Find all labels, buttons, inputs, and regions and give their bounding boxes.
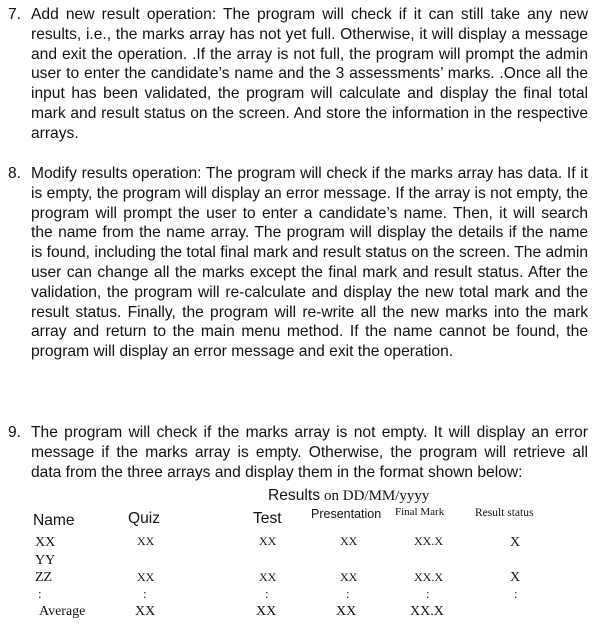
row-name: : <box>38 586 42 601</box>
header-test: Test <box>253 510 282 527</box>
row-test: XX <box>259 534 277 548</box>
row-test: XX <box>259 570 277 584</box>
row-final-mark: XX.X <box>414 534 443 548</box>
row-quiz: XX <box>137 534 155 548</box>
row-result-status: : <box>514 586 518 601</box>
row-name: YY <box>35 553 56 568</box>
report-title-date: on DD/MM/yyyy <box>324 488 430 504</box>
item-text: The program will check if the marks array is not empty. It will display an error message if the marks array is empty. Otherwise, the program will retrieve all data from the three arrays and display them in the format shown below: <box>31 424 588 481</box>
row-test: XX <box>256 604 277 619</box>
item-text: Add new result operation: The program will check if it can still take any new results, i.e., the marks array has not yet full. Otherwise, it will display a message and exit the operation. .If the array is not full, the program will prompt the admin user to enter the candidate’s name and the 3 assessments’ marks. .Once all the input has been validated, the program will calculate and display the final total mark and result status on the screen. And store the information in the respective arrays. <box>31 6 588 142</box>
item-number: 8. <box>8 165 22 182</box>
header-result-status: Result status <box>475 507 534 519</box>
row-presentation: XX <box>340 570 358 584</box>
report-title-prefix: Results <box>268 487 320 504</box>
item-number: 9. <box>8 424 22 441</box>
row-final-mark: XX.X <box>414 570 443 584</box>
item-text: Modify results operation: The program will check if the marks array has data. If it is empty, the program will display an error message. If the array is not empty, the program will prompt the user to enter a candidate’s name. Then, it will search the name from the name array. The program will display the details if the name is found, including the total final mark and result status on the screen. The admin user can change all the marks except the final mark and result status. After the validation, the program will re-calculate and display the new total mark and the result status. Finally, the program will re-write all the new marks into the mark array and return to the main menu method. If the name cannot be found, the program will display an error message and exit the operation. <box>31 165 588 361</box>
header-presentation: Presentation <box>311 507 382 521</box>
report-title <box>268 487 429 505</box>
row-name: ZZ <box>35 570 53 585</box>
row-quiz: XX <box>137 570 155 584</box>
row-final-mark: : <box>426 586 430 601</box>
header-name: Name <box>33 512 75 529</box>
row-presentation: XX <box>340 534 358 548</box>
row-name: XX <box>35 535 56 550</box>
item-number: 7. <box>8 6 22 23</box>
row-presentation: : <box>346 586 350 601</box>
row-quiz: XX <box>135 604 156 619</box>
row-quiz: : <box>143 586 147 601</box>
row-final-mark: XX.X <box>410 604 444 619</box>
header-final-mark: Final Mark <box>395 506 445 518</box>
row-result-status: X <box>510 570 521 585</box>
row-name: Average <box>39 604 86 619</box>
row-result-status: X <box>510 535 521 550</box>
row-presentation: XX <box>336 604 357 619</box>
row-test: : <box>265 586 269 601</box>
header-quiz: Quiz <box>128 510 161 527</box>
